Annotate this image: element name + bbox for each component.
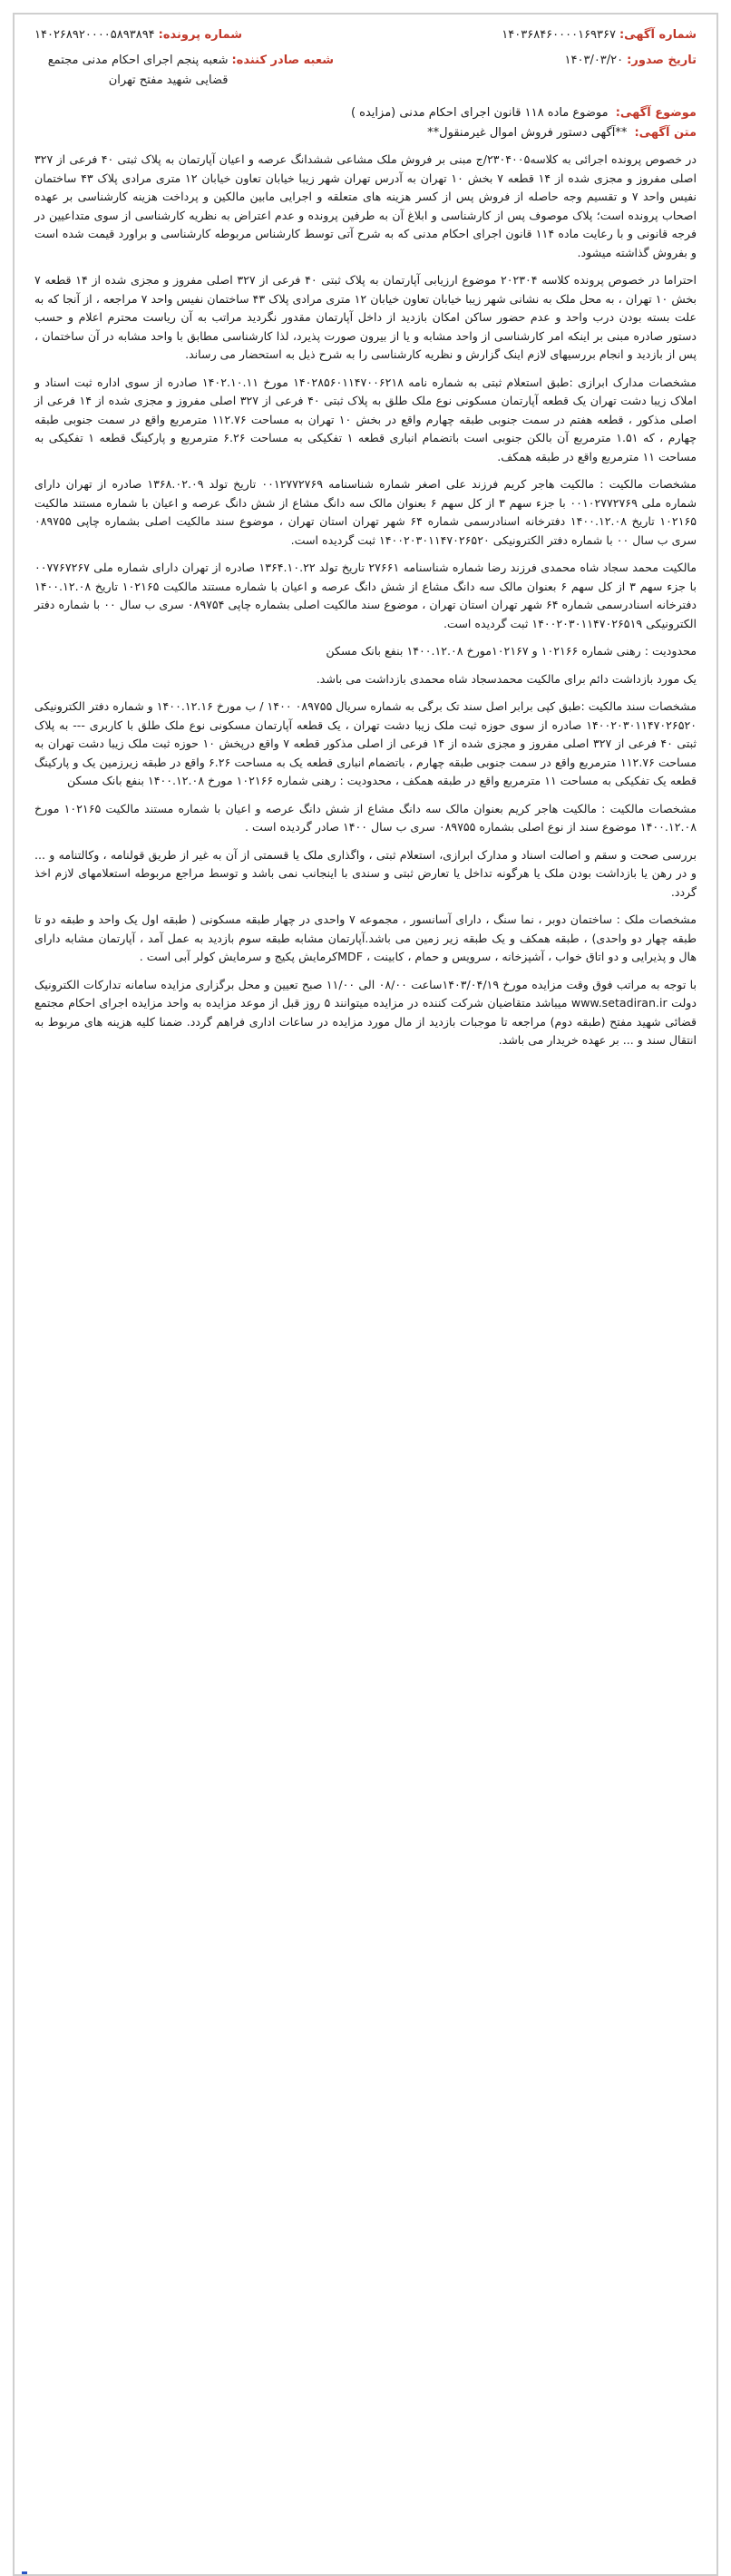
issuer [34, 51, 334, 91]
case-number [34, 25, 242, 45]
body-label: متن آگهی: [634, 126, 697, 140]
paragraph: در خصوص پرونده اجرائی به کلاسه۲۳۰۴۰۰۵/ج مبنی بر فروش ملک مشاعی ششدانگ عرصه و اعیان آپارتمان به پلاک ثبتی ۴۰ فرعی از ۳۲۷ اصلی مفروز و مجزی شده از ۱۴ قطعه ۷ بخش ۱۰ تهران به آدرس تهران شهر زیبا خیابان تعاون خیابان ۱۲ متری مرادی پلاک ۴۳ ساختمان نفیس واحد ۷ و تقسیم وجه حاصله از فروش پس از کسر هزینه های متعلقه و اجرایی مابین مالکین و پرداخت هزینه کارشناسی بر عهده اصحاب پرونده است؛ پلاک موصوف پس از کارشناسی و ابلاغ آن به طرفین پرونده و عدم اعتراض به نظریه کارشناسی از سوی متداعیین در فرجه قانونی و با رعایت ماده ۱۱۴ قانون اجرای احکام مدنی که به شرح آتی توسط کارشناس مربوطه کارشناسی و براورد قیمت شده است و بفروش گذاشته میشود. [34, 152, 697, 259]
paragraph: مشخصات مالکیت : مالکیت هاجر کریم فرزند علی اصغر شماره شناسنامه ۰۰۱۲۷۷۲۷۶۹ تاریخ تولد ۱۳۶۸.۰۲.۰۹ صادره از تهران دارای شماره ملی ۰۰۱۰۲۷۷۲۷۶۹ با جزء سهم ۳ از کل سهم ۶ بعنوان مالک سه دانگ مشاع از شش دانگ عرصه و اعیان با شماره مستند مالکیت ۱۰۲۱۶۵ تاریخ ۱۴۰۰.۱۲.۰۸ دفترخانه اسنادرسمی شماره ۶۴ شهر تهران استان تهران ، موضوع سند مالکیت اصلی بشماره چاپی ۰۸۹۷۵۵ سری ب سال ۰۰ با شماره دفتر الکترونیکی ۱۴۰۰۲۰۳۰۱۱۴۷۰۲۶۵۲۰ ثبت گردیده است. [34, 477, 697, 547]
subject [34, 103, 697, 143]
announcement-frame [13, 13, 718, 2576]
issue-date-label: تاریخ صدور: [627, 54, 697, 67]
paragraph: با توجه به مراتب فوق وقت مزایده مورخ ۱۴۰۳/۰۴/۱۹ساعت ۰۸/۰۰ الی ۱۱/۰۰ صبح تعیین و محل برگزاری مزایده سامانه تدارکات الکترونیک دولت www.setadiran.ir میباشد متقاضیان شرکت کننده در مزایده میتوانند ۵ روز قبل از موعد مزایده به واحد مزایده اجرای احکام مجتمع قضائی شهید مفتح (طبقه دوم) مراجعه تا موجبات بازدید از مال مورد مزایده در ساعات اداری فراهم گردد. ضمنا کلیه هزینه های مربوط به انتقال سند و ... بر عهده خریدار می باشد. [34, 977, 697, 1047]
paragraph: محدودیت : رهنی شماره ۱۰۲۱۶۶ و ۱۰۲۱۶۷مورخ ۱۴۰۰.۱۲.۰۸ بنفع بانک مسکن [326, 644, 697, 658]
issuer-label: شعبه صادر کننده: [231, 54, 334, 67]
accent-mark [22, 2571, 27, 2574]
case-number-value: ۱۴۰۲۶۸۹۲۰۰۰۰۵۸۹۳۸۹۴ [34, 28, 155, 42]
subject-label: موضوع آگهی: [615, 106, 697, 120]
issue-date [565, 51, 697, 91]
subject-value: موضوع ماده ۱۱۸ قانون اجرای احکام مدنی (مزایده ) [350, 106, 609, 120]
header [34, 25, 697, 91]
body-title: **آگهی دستور فروش اموال غیرمنقول** [427, 126, 628, 140]
subject-line [34, 103, 697, 123]
header-row-1 [34, 25, 697, 45]
paragraph: مشخصات سند مالکیت :طبق کپی برابر اصل سند تک برگی به شماره سریال ۰۸۹۷۵۵ ۱۴۰۰ / ب مورخ ۱۴۰۰.۱۲.۱۶ و شماره دفتر الکترونیکی ۱۴۰۰۲۰۳۰۱۱۴۷۰۲۶۵۲۰ صادره از سوی حوزه ثبت ملک زیبا دشت تهران ، یک قطعه آپارتمان مسکونی نوع ملک طلق با کاربری --- به پلاک ثبتی ۴۰ فرعی از ۳۲۷ اصلی مفروز و مجزی شده از ۱۴ فرعی از اصلی مذکور قطعه ۷ واقع درپخش ۱۰ حوزه ثبت ملک زیبا دشت تهران به مساحت ۱۱۲.۷۶ مترمربع واقع در سمت جنوبی طبقه چهارم ، باتضمام انباری قطعه یک به مساحت ۶.۲۶ واقع در طبقه زیرزمین یک و پارکینگ قطعه یک تفکیکی به مساحت ۱۱ مترمربع واقع در طبقه همکف ، محدودیت : رهنی شماره ۱۰۲۱۶۶ مورخ ۱۴۰۰.۱۲.۰۸ بنفع بانک مسکن [34, 699, 697, 787]
paragraph: مالکیت محمد سجاد شاه محمدی فرزند رضا شماره شناسنامه ۲۷۶۶۱ تاریخ تولد ۱۳۶۴.۱۰.۲۲ صادره از تهران دارای شماره ملی ۰۰۷۷۶۷۲۶۷ با جزء سهم ۳ از کل سهم ۶ بعنوان مالک سه دانگ مشاع از شش دانگ عرصه و اعیان با شماره مستند مالکیت ۱۰۲۱۶۵ تاریخ ۱۴۰۰.۱۲.۰۸ دفترخانه اسنادرسمی شماره ۶۴ شهر تهران استان تهران ، موضوع سند مالکیت اصلی بشماره چاپی ۰۸۹۷۵۴ سری ب سال ۰۰ با شماره دفتر الکترونیکی ۱۴۰۰۲۰۳۰۱۱۴۷۰۲۶۵۱۹ ثبت گردیده است. [34, 561, 697, 630]
header-row-2 [34, 51, 697, 91]
body [34, 151, 697, 1050]
paragraph: مشخصات ملک : ساختمان دوبر ، نما سنگ ، دارای آسانسور ، مجموعه ۷ واحدی در چهار طبقه مسکونی ( طبقه اول یک واحد و طبقه دو تا طبقه چهار دو واحدی) ، طبقه همکف و یک طبقه زیر زمین می باشد.آپارتمان مشابه طبقه سوم بازدید به عمل آمد ، آپارتمان مشابه دارای هال و پذیرایی و دو اتاق خواب ، آشپزخانه ، سرویس و حمام ، کابینت ، MDFکرمایش پکیج و سرمایش کولر آبی است . [34, 912, 697, 963]
ad-number-label: شماره آگهی: [619, 28, 697, 42]
ad-number-value: ۱۴۰۳۶۸۴۶۰۰۰۰۱۶۹۳۶۷ [502, 28, 616, 42]
paragraph: مشخصات مدارک ابرازی :طبق استعلام ثبتی به شماره نامه ۱۴۰۲۸۵۶۰۱۱۴۷۰۰۶۲۱۸ مورخ ۱۴۰۲.۱۰.۱۱ صادره از سوی اداره ثبت اسناد و املاک زیبا دشت تهران یک قطعه آپارتمان مسکونی نوع ملک طلق به پلاک ثبتی ۴۰ فرعی از ۳۲۷ اصلی مفروز و مجزی شده از ۱۴ فرعی از اصلی مذکور ، قطعه هفتم در سمت جنوبی طبقه چهارم واقع در بخش ۱۰ تهران به مساحت ۱۱۲.۷۶ مترمربع واقع در سمت جنوبی طبقه چهارم ، که ۱.۵۱ مترمربع آن بالکن جنوبی است باتضمام انباری قطعه ۱ تفکیکی به مساحت ۶.۲۶ مترمربع و پارکینگ قطعه ۱ تفکیکی به مساحت ۱۱ مترمربع واقع در طبقه همکف. [34, 375, 697, 463]
paragraph: مشخصات مالکیت : مالکیت هاجر کریم بعنوان مالک سه دانگ مشاع از شش دانگ عرصه و اعیان با شماره مستند مالکیت ۱۰۲۱۶۵ مورخ ۱۴۰۰.۱۲.۰۸ موضوع سند از نوع اصلی بشماره ۰۸۹۷۵۵ سری ب سال ۱۴۰۰ صادر گردیده است . [34, 801, 697, 834]
issuer-value: شعبه پنجم اجرای احکام مدنی مجتمع قضایی شهید مفتح تهران [47, 54, 229, 87]
case-number-label: شماره پرونده: [158, 28, 243, 42]
body-title-line [34, 123, 697, 143]
issue-date-value: ۱۴۰۳/۰۳/۲۰ [564, 54, 624, 67]
paragraph: یک مورد بازداشت دائم برای مالکیت محمدسجاد شاه محمدی بازداشت می باشد. [316, 671, 697, 686]
ad-number [502, 25, 697, 45]
paragraph: احتراما در خصوص پرونده کلاسه ۲۰۲۳۰۴ موضوع ارزیابی آپارتمان به پلاک ثبتی ۴۰ فرعی از ۳۲۷ اصلی مفروز و مجزی شده از ۱۴ قطعه ۷ بخش ۱۰ تهران ، به محل ملک به نشانی شهر زیبا خیابان تعاون خیابان ۱۲ متری مرادی پلاک ۴۳ ساختمان نفیس واحد ۷ مراجعه ، از آنجا که به علت بسته بودن درب واحد و عدم حضور ساکن امکان بازدید از داخل آپارتمان مقدور نگردید مراتب به آن ریاست محترم اعلام و حسب دستور صادره مبنی بر اینکه امر کارشناسی از واحد مشابه و یا از بیرون صورت پذیرد، لذا کارشناسی مطابق با واحد مشابه در آن ساختمان ، پس از بازدید و انجام بررسیهای لازم اینک گزارش و نظریه کارشناسی را به شرح ذیل به استحضار می رساند. [34, 273, 697, 361]
paragraph: بررسی صحت و سقم و اصالت اسناد و مدارک ابرازی، استعلام ثبتی ، واگذاری ملک یا قسمتی از آن به غیر از طریق قولنامه ، وکالتنامه و ... و در رهن یا بازداشت بودن ملک یا هرگونه تداخل یا تعارض ثبتی و سندی با اینجانب نمی باشد و توسط مراجع مربوطه استعلامهای لازم اخذ گردد. [34, 847, 697, 899]
